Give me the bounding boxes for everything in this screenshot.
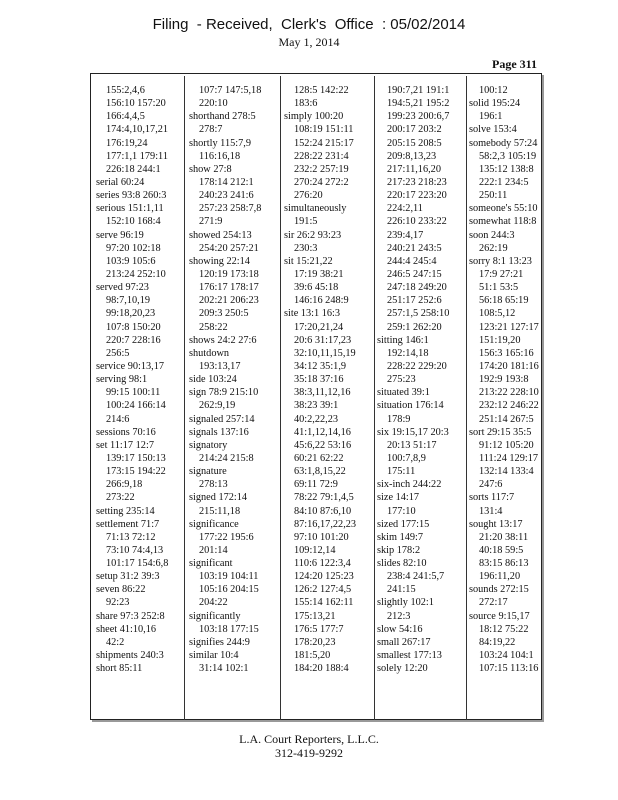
index-page-refs: 278:7 — [199, 124, 223, 136]
index-entry: situation 176:14 — [377, 400, 444, 412]
index-entry: significant — [189, 558, 233, 570]
index-page-refs: 42:2 — [106, 636, 125, 648]
index-entry: significantly — [189, 610, 241, 622]
index-page-refs: 247:6 — [479, 479, 503, 491]
index-entry: setting 235:14 — [96, 505, 155, 517]
index-page-refs: 239:4,17 — [387, 229, 424, 241]
index-page-refs: 110:6 122:3,4 — [294, 558, 351, 570]
index-page-refs: 193:13,17 — [199, 360, 241, 372]
index-entry: shows 24:2 27:6 — [189, 334, 257, 346]
index-page-refs: 135:12 138:8 — [479, 163, 534, 175]
index-page-refs: 214:6 — [106, 413, 130, 425]
index-page-refs: 199:23 200:6,7 — [387, 111, 450, 123]
index-page-refs: 213:22 228:10 — [479, 387, 539, 399]
index-page-refs: 202:21 206:23 — [199, 295, 259, 307]
index-page-refs: 108:19 151:11 — [294, 124, 354, 136]
index-page-refs: 224:2,11 — [387, 203, 423, 215]
index-entry: shortly 115:7,9 — [189, 137, 251, 149]
index-page-refs: 60:21 62:22 — [294, 452, 344, 464]
index-page-refs: 270:24 272:2 — [294, 176, 349, 188]
index-page-refs: 152:10 168:4 — [106, 216, 161, 228]
index-entry: sit 15:21,22 — [284, 255, 333, 267]
index-page-refs: 132:14 133:4 — [479, 466, 534, 478]
index-page-refs: 105:16 204:15 — [199, 584, 259, 596]
index-page-refs: 32:10,11,15,19 — [294, 347, 356, 359]
index-page-refs: 173:15 194:22 — [106, 466, 166, 478]
index-page-refs: 220:17 223:20 — [387, 190, 447, 202]
index-page-refs: 205:15 208:5 — [387, 137, 442, 149]
index-page-refs: 91:12 105:20 — [479, 439, 534, 451]
index-entry: settlement 71:7 — [96, 518, 160, 530]
index-page-refs: 262:9,19 — [199, 400, 236, 412]
index-page-refs: 212:3 — [387, 610, 411, 622]
index-page-refs: 17:20,21,24 — [294, 321, 344, 333]
index-page-refs: 174:20 181:16 — [479, 360, 539, 372]
index-page-refs: 273:22 — [106, 492, 135, 504]
index-page-refs: 276:20 — [294, 190, 323, 202]
index-entry: slides 82:10 — [377, 558, 427, 570]
index-page-refs: 20:13 51:17 — [387, 439, 437, 451]
index-page-refs: 166:4,4,5 — [106, 111, 145, 123]
index-entry: serious 151:1,11 — [96, 203, 164, 215]
index-entry: signed 172:14 — [189, 492, 248, 504]
index-entry: sounds 272:15 — [469, 584, 529, 596]
index-page-refs: 262:19 — [479, 242, 508, 254]
index-page-refs: 178:14 212:1 — [199, 176, 254, 188]
index-entry: sitting 146:1 — [377, 334, 429, 346]
index-entry: show 27:8 — [189, 163, 232, 175]
index-page-refs: 251:17 252:6 — [387, 295, 442, 307]
index-column-1 — [96, 84, 188, 716]
index-entry: soon 244:3 — [469, 229, 515, 241]
index-entry: set 11:17 12:7 — [96, 439, 154, 451]
index-page-refs: 214:24 215:8 — [199, 452, 254, 464]
index-page-refs: 151:19,20 — [479, 334, 521, 346]
index-page-refs: 56:18 65:19 — [479, 295, 529, 307]
index-page-refs: 177:10 — [387, 505, 416, 517]
index-page-refs: 18:12 75:22 — [479, 623, 529, 635]
page-number: Page 311 — [492, 57, 537, 71]
index-page-refs: 31:14 102:1 — [199, 663, 249, 675]
index-page-refs: 247:18 249:20 — [387, 282, 447, 294]
index-page-refs: 35:18 37:16 — [294, 374, 344, 386]
index-page-refs: 226:10 233:22 — [387, 216, 447, 228]
index-page-refs: 196:11,20 — [479, 571, 521, 583]
index-page-refs: 183:6 — [294, 98, 318, 110]
index-entry: skip 178:2 — [377, 544, 421, 556]
index-page-refs: 232:2 257:19 — [294, 163, 349, 175]
index-entry: side 103:24 — [189, 374, 237, 386]
index-page-refs: 241:15 — [387, 584, 416, 596]
index-page-refs: 204:22 — [199, 597, 228, 609]
index-entry: slightly 102:1 — [377, 597, 434, 609]
index-entry: shipments 240:3 — [96, 650, 164, 662]
index-entry: sessions 70:16 — [96, 426, 156, 438]
index-page-refs: 69:11 72:9 — [294, 479, 338, 491]
index-entry: sorts 117:7 — [469, 492, 515, 504]
index-page-refs: 152:24 215:17 — [294, 137, 354, 149]
index-page-refs: 258:22 — [199, 321, 228, 333]
index-page-refs: 87:16,17,22,23 — [294, 518, 357, 530]
index-page-refs: 63:1,8,15,22 — [294, 466, 346, 478]
index-entry: similar 10:4 — [189, 650, 239, 662]
index-entry: six-inch 244:22 — [377, 479, 442, 491]
index-entry: smallest 177:13 — [377, 650, 442, 662]
index-entry: signals 137:16 — [189, 426, 249, 438]
index-page-refs: 71:13 72:12 — [106, 531, 156, 543]
index-page-refs: 226:18 244:1 — [106, 163, 161, 175]
index-page-refs: 39:6 45:18 — [294, 282, 339, 294]
index-page-refs: 41:1,12,14,16 — [294, 426, 351, 438]
index-page-refs: 178:20,23 — [294, 636, 336, 648]
index-page-refs: 38:23 39:1 — [294, 400, 339, 412]
index-page-refs: 228:22 229:20 — [387, 360, 447, 372]
index-entry: sized 177:15 — [377, 518, 430, 530]
index-page-refs: 176:19,24 — [106, 137, 148, 149]
index-entry: short 85:11 — [96, 663, 143, 675]
index-entry: slow 54:16 — [377, 623, 423, 635]
index-page-refs: 194:5,21 195:2 — [387, 98, 450, 110]
index-page-refs: 73:10 74:4,13 — [106, 544, 164, 556]
index-entry: size 14:17 — [377, 492, 420, 504]
index-page-refs: 254:20 257:21 — [199, 242, 259, 254]
index-entry: skim 149:7 — [377, 531, 424, 543]
index-page-refs: 92:23 — [106, 597, 130, 609]
index-page-refs: 124:20 125:23 — [294, 571, 354, 583]
index-page-refs: 201:14 — [199, 544, 228, 556]
index-page-refs: 257:23 258:7,8 — [199, 203, 262, 215]
index-page-refs: 256:5 — [106, 347, 130, 359]
index-page-refs: 156:10 157:20 — [106, 98, 166, 110]
index-entry: showing 22:14 — [189, 255, 250, 267]
index-entry: sign 78:9 215:10 — [189, 387, 259, 399]
index-page-refs: 244:4 245:4 — [387, 255, 437, 267]
index-entry: sheet 41:10,16 — [96, 623, 157, 635]
index-entry: showed 254:13 — [189, 229, 252, 241]
index-entry: situated 39:1 — [377, 387, 430, 399]
index-entry: solely 12:20 — [377, 663, 428, 675]
index-page-refs: 58:2,3 105:19 — [479, 150, 537, 162]
index-entry: sorry 8:1 13:23 — [469, 255, 532, 267]
index-entry: seven 86:22 — [96, 584, 146, 596]
court-reporter-phone: 312-419-9292 — [275, 746, 343, 760]
index-page-refs: 250:11 — [479, 190, 508, 202]
index-page-refs: 116:16,18 — [199, 150, 241, 162]
index-page-refs: 177:1,1 179:11 — [106, 150, 168, 162]
index-page-refs: 213:24 252:10 — [106, 268, 166, 280]
index-page-refs: 51:1 53:5 — [479, 282, 519, 294]
index-page-refs: 17:19 38:21 — [294, 268, 344, 280]
index-entry: serial 60:24 — [96, 176, 145, 188]
index-page-refs: 78:22 79:1,4,5 — [294, 492, 354, 504]
index-page-refs: 45:6,22 53:16 — [294, 439, 352, 451]
index-page-refs: 257:1,5 258:10 — [387, 308, 450, 320]
index-entry: shutdown — [189, 347, 230, 359]
index-page-refs: 21:20 38:11 — [479, 531, 529, 543]
index-page-refs: 97:10 101:20 — [294, 531, 349, 543]
index-entry: series 93:8 260:3 — [96, 190, 167, 202]
index-entry: site 13:1 16:3 — [284, 308, 341, 320]
index-page-refs: 176:5 177:7 — [294, 623, 344, 635]
index-page-refs: 191:5 — [294, 216, 318, 228]
index-page-refs: 107:7 147:5,18 — [199, 85, 262, 96]
index-entry: small 267:17 — [377, 636, 431, 648]
index-page-refs: 272:17 — [479, 597, 508, 609]
index-page-refs: 109:12,14 — [294, 544, 336, 556]
index-entry: signaled 257:14 — [189, 413, 255, 425]
index-entry: six 19:15,17 20:3 — [377, 426, 449, 438]
index-page-refs: 17:9 27:21 — [479, 268, 524, 280]
index-page-refs: 215:11,18 — [199, 505, 241, 517]
index-column-5 — [469, 84, 561, 716]
index-page-refs: 128:5 142:22 — [294, 85, 349, 96]
index-page-refs: 100:7,8,9 — [387, 452, 426, 464]
index-page-refs: 83:15 86:13 — [479, 558, 529, 570]
index-page-refs: 126:2 127:4,5 — [294, 584, 352, 596]
index-entry: someone's 55:10 — [469, 203, 538, 215]
index-entry: source 9:15,17 — [469, 610, 530, 622]
index-page-refs: 103:9 105:6 — [106, 255, 156, 267]
index-page-refs: 176:17 178:17 — [199, 282, 259, 294]
index-page-refs: 190:7,21 191:1 — [387, 85, 450, 96]
index-entry: solid 195:24 — [469, 98, 521, 110]
index-page-refs: 99:15 100:11 — [106, 387, 161, 399]
index-entry: simply 100:20 — [284, 111, 344, 123]
index-entry: sir 26:2 93:23 — [284, 229, 342, 241]
index-entry: somewhat 118:8 — [469, 216, 537, 228]
index-entry: share 97:3 252:8 — [96, 610, 165, 622]
index-entry: somebody 57:24 — [469, 137, 538, 149]
index-entry: significance — [189, 518, 239, 530]
index-page-refs: 220:7 228:16 — [106, 334, 161, 346]
index-page-refs: 220:10 — [199, 98, 228, 110]
index-page-refs: 155:14 162:11 — [294, 597, 354, 609]
index-page-refs: 175:13,21 — [294, 610, 336, 622]
index-page-refs: 217:11,16,20 — [387, 163, 441, 175]
index-page-refs: 259:1 262:20 — [387, 321, 442, 333]
index-page-refs: 175:11 — [387, 466, 416, 478]
index-page-refs: 232:12 246:22 — [479, 400, 539, 412]
index-entry: signatory — [189, 439, 228, 451]
index-page-refs: 209:3 250:5 — [199, 308, 249, 320]
index-page-refs: 275:23 — [387, 374, 416, 386]
index-entry: shorthand 278:5 — [189, 111, 256, 123]
index-page-refs: 200:17 203:2 — [387, 124, 442, 136]
filing-stamp: Filing - Received, Clerk's Office : 05/02/2014 — [152, 16, 466, 33]
index-page-refs: 34:12 35:1,9 — [294, 360, 347, 372]
index-page-refs: 217:23 218:23 — [387, 176, 447, 188]
index-page-refs: 20:6 31:17,23 — [294, 334, 352, 346]
index-entry: serve 96:19 — [96, 229, 144, 241]
index-page-refs: 251:14 267:5 — [479, 413, 534, 425]
index-page-refs: 38:3,11,12,16 — [294, 387, 351, 399]
index-page-refs: 230:3 — [294, 242, 318, 254]
index-page-refs: 156:3 165:16 — [479, 347, 534, 359]
index-page-refs: 99:18,20,23 — [106, 308, 156, 320]
index-page-refs: 240:23 241:6 — [199, 190, 254, 202]
index-page-refs: 222:1 234:5 — [479, 176, 529, 188]
index-page-refs: 97:20 102:18 — [106, 242, 161, 254]
index-page-refs: 100:24 166:14 — [106, 400, 166, 412]
index-page-refs: 196:1 — [479, 111, 503, 123]
index-column-3 — [284, 84, 376, 716]
index-page-refs: 101:17 154:6,8 — [106, 558, 169, 570]
index-entry: setup 31:2 39:3 — [96, 571, 160, 583]
index-page-refs: 107:15 113:16 — [479, 663, 539, 675]
index-page-refs: 103:24 104:1 — [479, 650, 534, 662]
index-page-refs: 266:9,18 — [106, 479, 143, 491]
index-page-refs: 228:22 231:4 — [294, 150, 349, 162]
index-page-refs: 174:4,10,17,21 — [106, 124, 169, 136]
index-page-refs: 100:12 — [479, 85, 508, 96]
index-page-refs: 103:19 104:11 — [199, 571, 259, 583]
index-column-2 — [189, 84, 281, 716]
index-page-refs: 178:9 — [387, 413, 411, 425]
index-page-refs: 103:18 177:15 — [199, 623, 259, 635]
index-column-4 — [377, 84, 469, 716]
index-page-refs: 278:13 — [199, 479, 228, 491]
index-entry: signature — [189, 466, 227, 478]
index-entry: service 90:13,17 — [96, 360, 165, 372]
index-entry: served 97:23 — [96, 282, 149, 294]
index-page-refs: 84:10 87:6,10 — [294, 505, 352, 517]
index-page-refs: 184:20 188:4 — [294, 663, 349, 675]
index-entry: sought 13:17 — [469, 518, 523, 530]
index-page-refs: 181:5,20 — [294, 650, 331, 662]
document-date: May 1, 2014 — [278, 35, 340, 49]
index-page-refs: 40:18 59:5 — [479, 544, 524, 556]
index-entry: solve 153:4 — [469, 124, 517, 136]
index-page-refs: 146:16 248:9 — [294, 295, 349, 307]
index-page-refs: 139:17 150:13 — [106, 452, 166, 464]
index-page-refs: 246:5 247:15 — [387, 268, 442, 280]
index-entry: sort 29:15 35:5 — [469, 426, 532, 438]
index-page-refs: 271:9 — [199, 216, 223, 228]
court-reporter-name: L.A. Court Reporters, L.L.C. — [239, 732, 379, 746]
index-page-refs: 155:2,4,6 — [106, 85, 145, 96]
index-entry: signifies 244:9 — [189, 636, 250, 648]
index-page-refs: 98:7,10,19 — [106, 295, 151, 307]
index-page-refs: 238:4 241:5,7 — [387, 571, 445, 583]
index-page-refs: 123:21 127:17 — [479, 321, 539, 333]
index-page-refs: 120:19 173:18 — [199, 268, 259, 280]
index-page-refs: 192:14,18 — [387, 347, 429, 359]
index-page-refs: 108:5,12 — [479, 308, 516, 320]
index-page-refs: 209:8,13,23 — [387, 150, 437, 162]
index-page-refs: 111:24 129:17 — [479, 452, 539, 464]
index-page-refs: 240:21 243:5 — [387, 242, 442, 254]
index-page-refs: 192:9 193:8 — [479, 374, 529, 386]
index-page-refs: 40:2,22,23 — [294, 413, 339, 425]
index-entry: serving 98:1 — [96, 374, 148, 386]
index-page-refs: 131:4 — [479, 505, 503, 517]
index-page-refs: 84:19,22 — [479, 636, 516, 648]
index-entry: simultaneously — [284, 203, 347, 215]
index-page-refs: 177:22 195:6 — [199, 531, 254, 543]
index-page-refs: 107:8 150:20 — [106, 321, 161, 333]
